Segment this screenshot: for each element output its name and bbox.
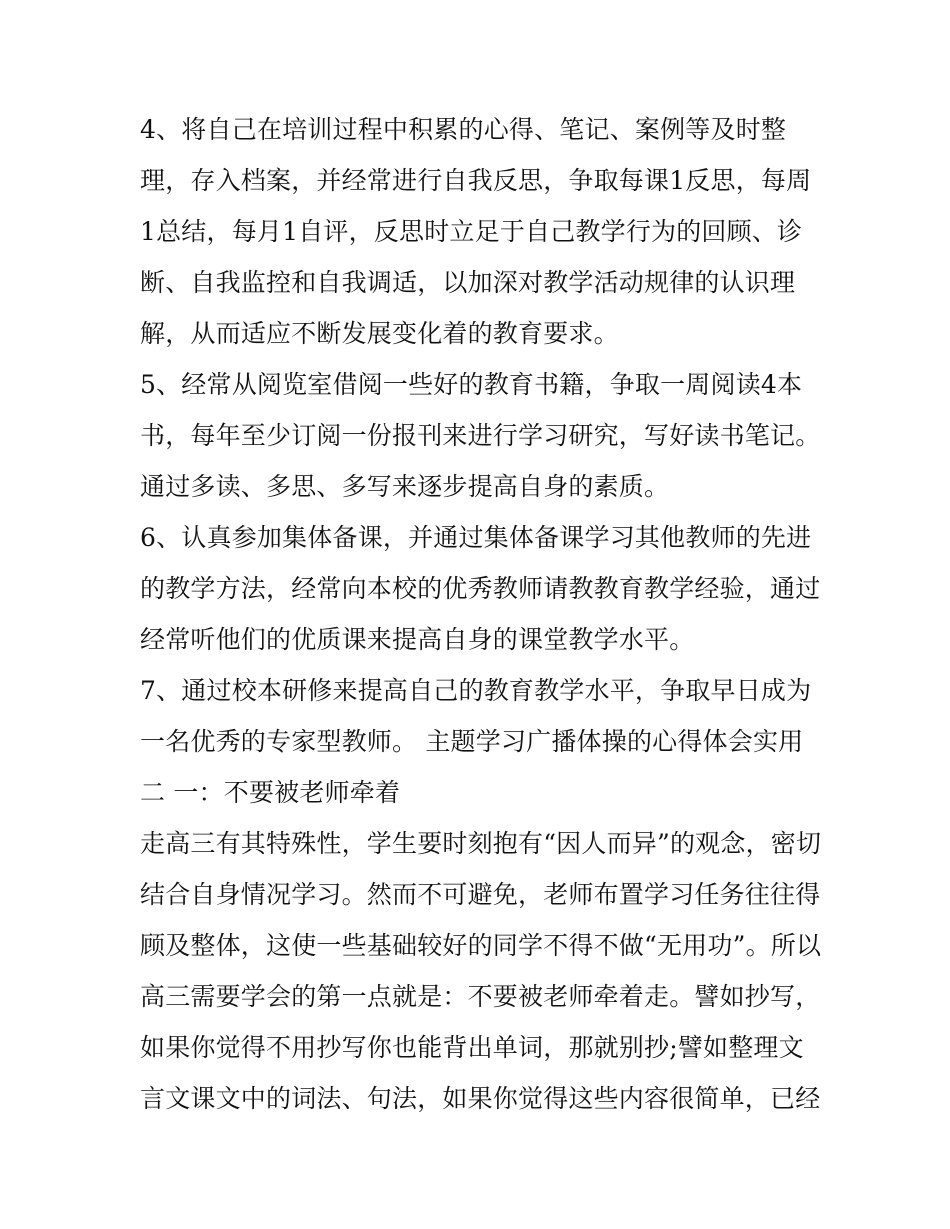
text-line: 顾及整体，这使一些基础较好的同学不得不做“无用功”。所以 [140,931,822,960]
text-line: 结合自身情况学习。然而不可避免，老师布置学习任务往往得 [140,880,821,909]
text-line: 的教学方法，经常向本校的优秀教师请教教育教学经验，通过 [140,574,821,603]
text-line: 理，存入档案，并经常进行自我反思，争取每课1反思，每周 [140,166,812,195]
text-line: 经常听他们的优质课来提高自身的课堂教学水平。 [140,625,695,654]
text-line: 走高三有其特殊性，学生要时刻抱有“因人而异”的观念，密切 [140,829,822,858]
text-line: 一名优秀的专家型教师。 主题学习广播体操的心得体会实用 [140,727,804,756]
text-line: 如果你觉得不用抄写你也能背出单词，那就别抄;譬如整理文 [140,1033,804,1062]
text-line: 高三需要学会的第一点就是：不要被老师牵着走。譬如抄写， [140,982,821,1011]
text-line: 通过多读、多思、多写来逐步提高自身的素质。 [140,472,670,501]
text-line: 6、认真参加集体备课，并通过集体备课学习其他教师的先进 [140,523,812,552]
text-line: 解，从而适应不断发展变化着的教育要求。 [140,319,619,348]
text-line: 二 一：不要被老师牵着 [140,778,401,807]
text-line: 书，每年至少订阅一份报刊来进行学习研究，写好读书笔记。 [140,421,821,450]
text-line: 断、自我监控和自我调适，以加深对教学活动规律的认识理 [140,268,796,297]
text-line: 言文课文中的词法、句法，如果你觉得这些内容很简单，已经 [140,1084,821,1113]
text-line: 4、将自己在培训过程中积累的心得、笔记、案例等及时整 [140,115,787,144]
text-line: 7、通过校本研修来提高自己的教育教学水平，争取早日成为 [140,676,812,705]
text-line: 5、经常从阅览室借阅一些好的教育书籍，争取一周阅读4本 [140,370,803,399]
text-line: 1总结，每月1自评，反思时立足于自己教学行为的回顾、诊 [140,217,803,246]
